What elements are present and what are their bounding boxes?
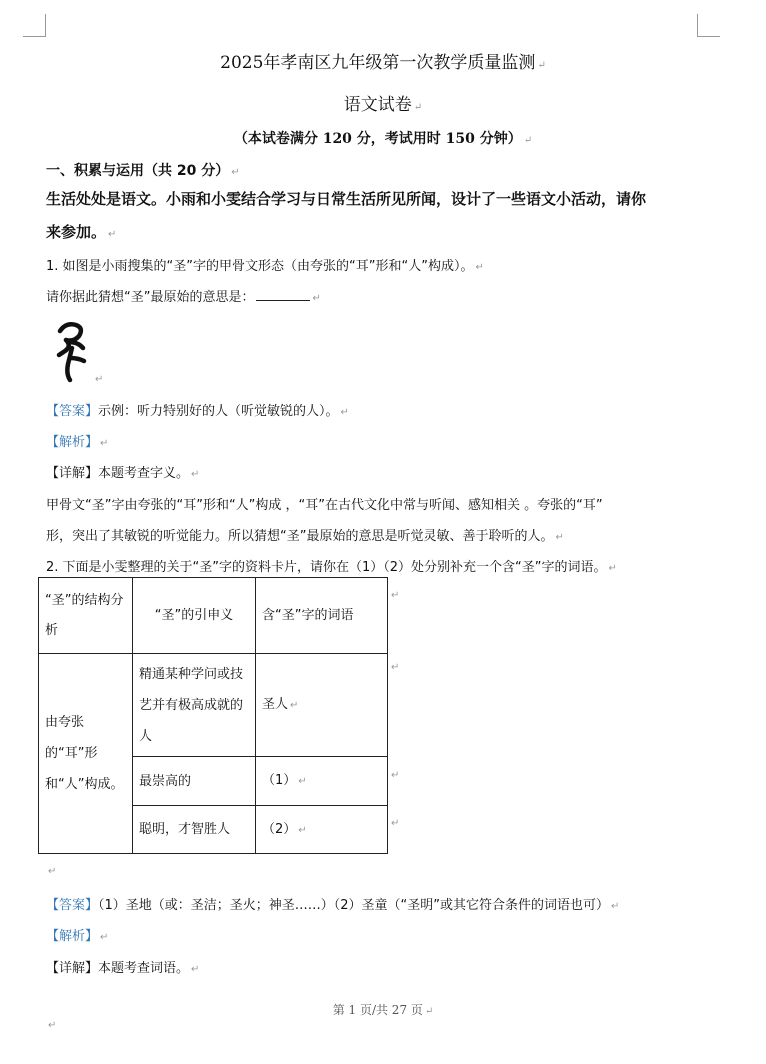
q2-detail: 【详解】本题考查词语。 ↵ xyxy=(46,961,200,976)
table-cell-meaning: 聪明，才智胜人 xyxy=(133,806,256,854)
q1-explanation-line1: 甲骨文“圣”字由夸张的“耳”形和“人”构成 ，“耳”在古代文化中常与听闻、感知相关 。夸张的“耳” xyxy=(46,498,603,513)
q1-answer: 【答案】示例：听力特别好的人（听觉敏锐的人）。 ↵ xyxy=(46,404,349,419)
q2-text: 2. 下面是小雯整理的关于“圣”字的资料卡片，请你在（1）（2）处分别补充一个含“圣”字的词语。 ↵ xyxy=(46,560,617,575)
sheng-info-card-table xyxy=(38,577,388,854)
section-heading: 一、积累与运用（共 20 分） ↵ xyxy=(46,163,240,179)
table-cell-structure: 由夸张的“耳”形和“人”构成。 xyxy=(39,654,133,854)
answer-blank xyxy=(256,288,310,301)
section-intro-line2: 来参加。 ↵ xyxy=(46,223,117,241)
table-cell-word-blank-2: （2） ↵ xyxy=(256,806,388,854)
paragraph-mark: ↵ xyxy=(95,374,104,385)
row-end-mark: ↵ xyxy=(391,662,400,673)
row-end-mark: ↵ xyxy=(391,818,400,829)
section-intro-line1: 生活处处是语文。小雨和小雯结合学习与日常生活所见所闻，设计了一些语文小活动，请你 xyxy=(46,190,647,208)
q1-detail: 【详解】本题考查字义。 ↵ xyxy=(46,466,200,481)
q1-text: 1. 如图是小雨搜集的“圣”字的甲骨文形态（由夸张的“耳”形和“人”构成）。 ↵ xyxy=(46,259,484,274)
exam-note: （本试卷满分 120 分，考试用时 150 分钟） ↵ xyxy=(233,131,533,147)
paragraph-mark: ↵ xyxy=(48,866,57,877)
q2-analysis-label: 【解析】 ↵ xyxy=(46,929,109,944)
table-cell-meaning: 最崇高的 xyxy=(133,757,256,806)
table-cell-meaning: 精通某种学问或技艺并有极高成就的人 xyxy=(133,654,256,757)
table-header-meaning: “圣”的引申义 xyxy=(133,578,256,654)
table-cell-word: 圣人 ↵ xyxy=(256,654,388,757)
oracle-bone-sheng-glyph xyxy=(50,318,94,384)
table-header-words: 含“圣”字的词语 xyxy=(256,578,388,654)
paragraph-mark: ↵ xyxy=(48,1020,57,1031)
q1-prompt: 请你据此猜想“圣”最原始的意思是： ↵ xyxy=(46,290,321,305)
crop-mark-top-right xyxy=(697,14,720,37)
q1-analysis-label: 【解析】 ↵ xyxy=(46,435,109,450)
table-cell-word-blank-1: （1） ↵ xyxy=(256,757,388,806)
row-end-mark: ↵ xyxy=(391,770,400,781)
document-title: 2025年孝南区九年级第一次教学质量监测 ↵ xyxy=(220,53,546,73)
row-end-mark: ↵ xyxy=(391,590,400,601)
q2-answer: 【答案】（1）圣地（或：圣洁；圣火；神圣……）（2）圣童（“圣明”或其它符合条件的词语也可） ↵ xyxy=(46,898,620,913)
q1-explanation-line2: 形，突出了其敏锐的听觉能力。所以猜想“圣”最原始的意思是听觉灵敏、善于聆听的人。 ↵ xyxy=(46,529,564,544)
page-footer: 第 1 页/共 27 页 ↵ xyxy=(332,1003,434,1017)
table-header-structure: “圣”的结构分析 xyxy=(39,578,133,654)
crop-mark-top-left xyxy=(23,14,46,37)
subject-title: 语文试卷 ↵ xyxy=(343,95,423,115)
